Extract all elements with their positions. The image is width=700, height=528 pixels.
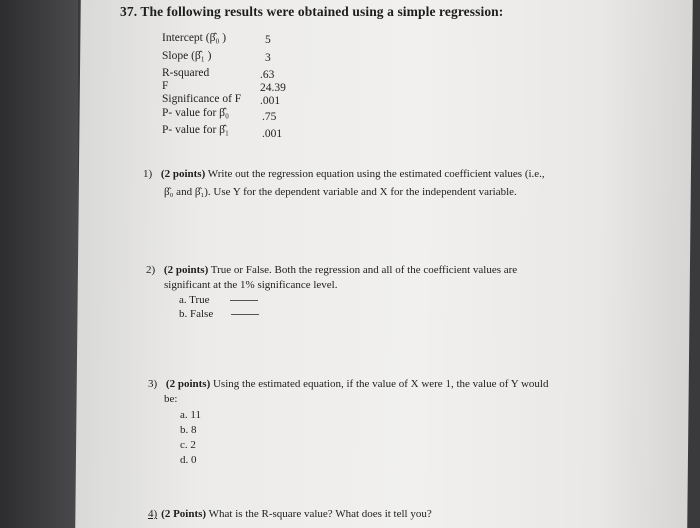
table-row-value: .75 [262, 111, 277, 123]
question-text: Using the estimated equation, if the value of X were 1, the value of Y would [212, 378, 549, 390]
question-number: 2) [146, 264, 156, 276]
answer-blank[interactable] [231, 314, 259, 315]
question-text: β̂₀ and β̂₁). Use Y for the dependent variable and X for the independent variable. [164, 186, 517, 198]
question-text: Write out the regression equation using the estimated coefficient values (i.e., [207, 168, 545, 180]
table-row-label: Intercept (β̂₀ ) [162, 32, 227, 44]
table-row-value: .001 [262, 128, 283, 140]
option-true: a. True [179, 294, 258, 306]
points-label: (2 points) [165, 378, 211, 390]
option-c: c. 2 [180, 439, 196, 451]
table-row-value: .001 [260, 95, 281, 107]
question-text: be: [164, 393, 178, 405]
question-text: significant at the 1% significance level. [164, 279, 338, 291]
option-false: b. False [179, 308, 259, 320]
table-row-label: P- value for β̂₀ [162, 107, 230, 119]
points-label: (2 points) [160, 168, 206, 180]
option-a: a. 11 [180, 409, 201, 421]
question-text: What is the R-square value? What does it tell you? [208, 508, 432, 520]
table-row-value: 5 [265, 34, 271, 46]
question-text: True or False. Both the regression and all of the coefficient values are [210, 264, 518, 276]
table-row-label: R-squared [162, 67, 210, 79]
option-d: d. 0 [180, 454, 197, 466]
photo-background [0, 0, 78, 528]
answer-blank[interactable] [230, 300, 258, 301]
option-b: b. 8 [180, 424, 197, 436]
points-label: (2 points) [163, 264, 209, 276]
table-row-value: 3 [265, 52, 271, 64]
table-row-label: Significance of F [162, 93, 242, 105]
table-row-value: .63 [260, 69, 275, 81]
table-row-label: Slope (β̂₁ ) [162, 50, 212, 62]
table-row-label: F [162, 80, 169, 92]
points-label: (2 Points) [161, 508, 207, 520]
question-number: 4) [148, 508, 158, 520]
question-title: 37. The following results were obtained using a simple regression: [120, 4, 504, 19]
question-number: 1) [143, 168, 153, 180]
question-number: 3) [148, 378, 158, 390]
table-row-label: P- value for β̂₁ [162, 124, 230, 136]
table-row-value: 24.39 [260, 82, 286, 94]
